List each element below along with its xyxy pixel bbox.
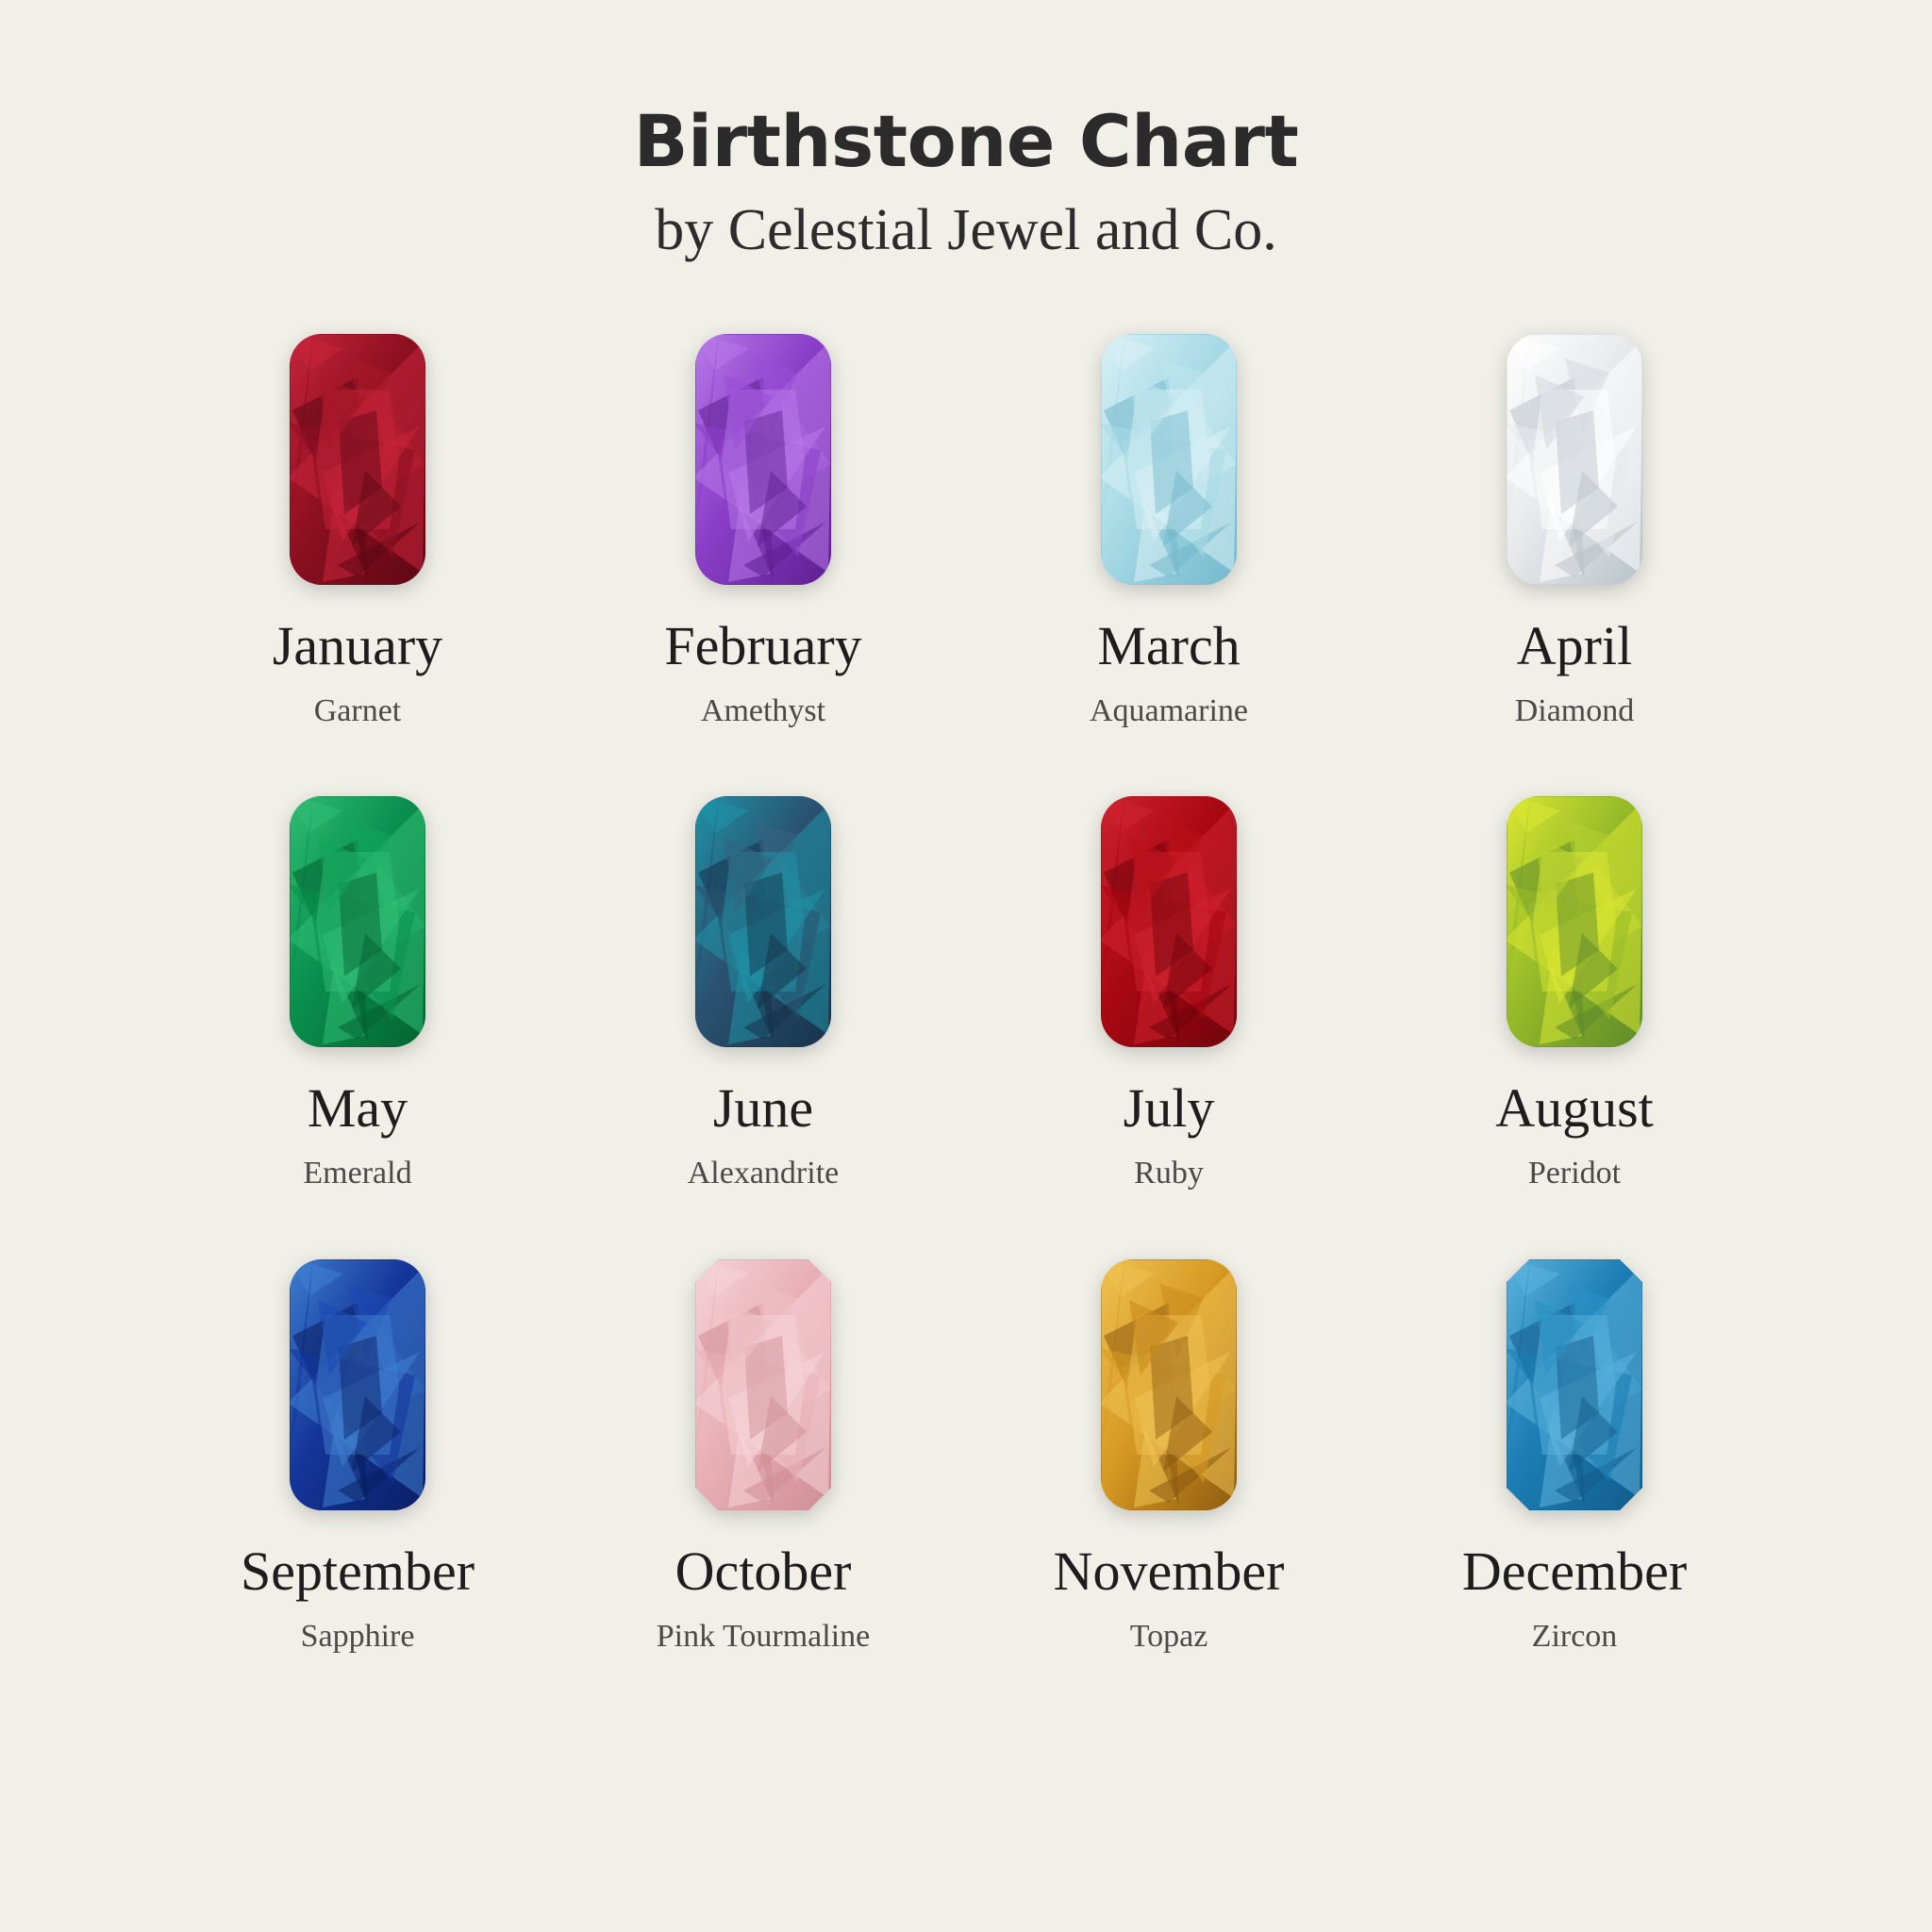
gemstone-icon-alexandrite — [693, 794, 833, 1049]
birthstone-cell-april — [1372, 318, 1777, 728]
month-label: April — [1516, 614, 1633, 676]
birthstone-cell-february — [560, 318, 966, 728]
stone-label: Aquamarine — [1089, 692, 1249, 728]
gemstone-icon-pink-tourmaline — [693, 1257, 833, 1512]
page-subtitle: by Celestial Jewel and Co. — [655, 197, 1277, 262]
gem-image-wrapper — [693, 1243, 833, 1526]
stone-label: Ruby — [1134, 1156, 1204, 1191]
stone-label: Topaz — [1129, 1618, 1208, 1654]
stone-label: Alexandrite — [687, 1156, 840, 1191]
page-title: Birthstone Chart — [633, 99, 1299, 183]
gemstone-icon-ruby — [1099, 794, 1239, 1049]
stone-label: Pink Tourmaline — [656, 1618, 871, 1654]
gemstone-icon-amethyst — [693, 332, 833, 587]
gemstone-icon-aquamarine — [1099, 332, 1239, 587]
month-label: September — [240, 1541, 475, 1603]
stone-label: Peridot — [1527, 1156, 1622, 1191]
birthstone-cell-december — [1372, 1243, 1777, 1654]
gemstone-icon-peridot — [1505, 794, 1644, 1049]
month-label: May — [307, 1077, 408, 1140]
gem-image-wrapper — [288, 318, 427, 601]
gemstone-icon-emerald — [288, 794, 427, 1049]
stone-label: Garnet — [313, 692, 402, 728]
birthstone-cell-may — [155, 780, 560, 1191]
birthstone-grid — [155, 318, 1777, 1654]
birthstone-cell-october — [560, 1243, 966, 1654]
gem-image-wrapper — [1505, 780, 1644, 1063]
birthstone-cell-november — [966, 1243, 1372, 1654]
gem-image-wrapper — [1099, 780, 1239, 1063]
stone-label: Zircon — [1531, 1618, 1618, 1654]
stone-label: Sapphire — [300, 1618, 415, 1654]
birthstone-cell-september — [155, 1243, 560, 1654]
stone-label: Diamond — [1514, 692, 1635, 728]
month-label: February — [664, 614, 862, 676]
gemstone-icon-garnet — [288, 332, 427, 587]
gem-image-wrapper — [1099, 318, 1239, 601]
chart-header — [0, 99, 1932, 262]
gem-image-wrapper — [693, 780, 833, 1063]
month-label: July — [1123, 1077, 1215, 1140]
birthstone-cell-january — [155, 318, 560, 728]
month-label: January — [272, 614, 443, 676]
gem-image-wrapper — [288, 780, 427, 1063]
birthstone-cell-august — [1372, 780, 1777, 1191]
month-label: August — [1495, 1077, 1654, 1140]
month-label: December — [1461, 1541, 1688, 1603]
birthstone-cell-june — [560, 780, 966, 1191]
month-label: June — [712, 1077, 814, 1140]
gem-image-wrapper — [1099, 1243, 1239, 1526]
gem-image-wrapper — [693, 318, 833, 601]
gem-image-wrapper — [1505, 318, 1644, 601]
stone-label: Amethyst — [700, 692, 826, 728]
gem-image-wrapper — [1505, 1243, 1644, 1526]
stone-label: Emerald — [303, 1156, 412, 1191]
birthstone-cell-march — [966, 318, 1372, 728]
gemstone-icon-sapphire — [288, 1257, 427, 1512]
month-label: March — [1097, 614, 1241, 676]
birthstone-cell-july — [966, 780, 1372, 1191]
gemstone-icon-diamond — [1505, 332, 1644, 587]
month-label: November — [1053, 1541, 1285, 1603]
gemstone-icon-topaz — [1099, 1257, 1239, 1512]
gemstone-icon-zircon — [1505, 1257, 1644, 1512]
gem-image-wrapper — [288, 1243, 427, 1526]
month-label: October — [675, 1541, 852, 1603]
